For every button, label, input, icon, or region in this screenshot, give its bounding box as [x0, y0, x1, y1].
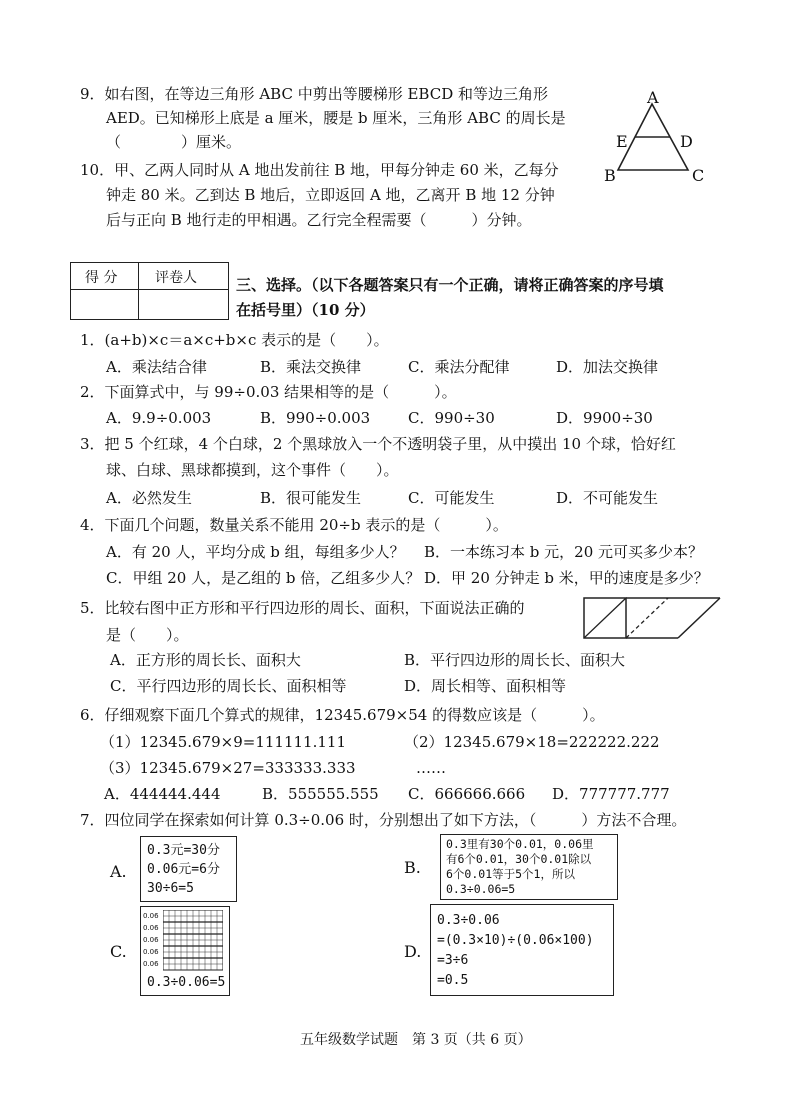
c6-option-b[interactable]: B．555555.555 [262, 785, 379, 803]
c3-option-c[interactable]: C．可能发生 [408, 489, 495, 507]
c7-d-line4: =0.5 [437, 973, 469, 988]
c7-b-line2: 有6个0.01，30个0.01除以 [446, 852, 592, 866]
c7-b-line4: 0.3÷0.06=5 [446, 882, 516, 896]
label-E: E [616, 132, 628, 151]
score-header-cell [71, 263, 139, 290]
c3-line1: 3．把 5 个红球，4 个白球，2 个黑球放入一个不透明袋子里，从中摸出 10 个球，恰好红 [80, 435, 676, 453]
c7-b-line3: 6个0.01等于5个1，所以 [446, 867, 575, 881]
page-footer: 五年级数学试题 第 3 页（共 6 页） [300, 1032, 532, 1048]
c7-d-line2: =(0.3×10)÷(0.06×100) [437, 933, 594, 948]
grid-svg [163, 910, 223, 972]
c5-line2: 是（ ）。 [106, 626, 189, 644]
c1-stem: 1．(a+b)×c＝a×c+b×c 表示的是（ ）。 [80, 331, 389, 349]
c6-option-a[interactable]: A．444444.444 [104, 785, 221, 803]
label-D: D [680, 132, 693, 151]
c2-option-d[interactable]: D．9900÷30 [556, 409, 653, 427]
c2-option-c[interactable]: C．990÷30 [408, 409, 495, 427]
section3-title-line2: 在括号里）（10 分） [236, 301, 375, 319]
section3-title-line1: 三、选择。（以下各题答案只有一个正确，请将正确答案的序号填 [236, 276, 664, 294]
c6-equation-2: （2）12345.679×18=222222.222 [404, 733, 660, 751]
c7-option-c-label[interactable]: C. [110, 942, 127, 961]
grader-input-cell[interactable] [139, 290, 228, 319]
grid-label-3: 0.06 [143, 936, 159, 944]
c6-stem: 6．仔细观察下面几个算式的规律，12345.679×54 的得数应该是（ ）。 [80, 706, 605, 724]
c6-option-c[interactable]: C．666666.666 [408, 785, 526, 803]
c5-option-d[interactable]: D．周长相等、面积相等 [404, 677, 567, 695]
c6-option-d[interactable]: D．777777.777 [552, 785, 670, 803]
square-parallelogram-figure [578, 594, 728, 642]
label-A: A [647, 88, 659, 107]
q10-line2: 钟走 80 米。乙到达 B 地后，立即返回 A 地，乙离开 B 地 12 分钟 [106, 186, 555, 204]
grader-header-cell [139, 263, 228, 290]
c7-d-line3: =3÷6 [437, 953, 469, 968]
c7-d-line1: 0.3÷0.06 [437, 913, 500, 928]
c7-option-d-box[interactable] [430, 904, 614, 996]
c1-option-b[interactable]: B．乘法交换律 [260, 358, 362, 376]
c2-stem: 2．下面算式中，与 99÷0.03 结果相等的是（ ）。 [80, 383, 457, 401]
c7-option-a-box[interactable] [140, 836, 237, 902]
c5-line1: 5．比较右图中正方形和平行四边形的周长、面积，下面说法正确的 [80, 599, 525, 617]
label-B: B [604, 166, 616, 185]
hundred-grid [143, 910, 225, 974]
c7-stem: 7．四位同学在探索如何计算 0.3÷0.06 时，分别想出了如下方法，（ ）方法不合理。 [80, 811, 687, 829]
q9-line1: 9．如右图，在等边三角形 ABC 中剪出等腰梯形 EBCD 和等边三角形 [80, 85, 548, 103]
grid-row-labels [143, 910, 159, 970]
c6-equation-1: （1）12345.679×9=111111.111 [100, 733, 346, 751]
c7-a-line1: 0.3元=30分 [147, 843, 220, 858]
c3-option-a[interactable]: A．必然发生 [106, 489, 192, 507]
c1-option-c[interactable]: C．乘法分配律 [408, 358, 510, 376]
c7-a-line3: 30÷6=5 [147, 881, 194, 896]
c7-option-b-label[interactable]: B. [404, 858, 421, 877]
c3-option-d[interactable]: D．不可能发生 [556, 489, 659, 507]
c5-option-b[interactable]: B．平行四边形的周长长、面积大 [404, 651, 626, 669]
c7-option-c-box[interactable] [140, 906, 230, 996]
q10-line3: 后与正向 B 地行走的甲相遇。乙行完全程需要（ ）分钟。 [106, 211, 532, 229]
grid-label-4: 0.06 [143, 948, 159, 956]
q9-line3: （ ）厘米。 [106, 133, 242, 151]
label-C: C [692, 166, 705, 185]
c4-option-a[interactable]: A．有 20 人，平均分成 b 组，每组多少人？ [106, 543, 405, 561]
grid-label-1: 0.06 [143, 912, 159, 920]
score-table [70, 262, 229, 320]
c7-option-d-label[interactable]: D. [404, 942, 422, 961]
c4-stem: 4．下面几个问题，数量关系不能用 20÷b 表示的是（ ）。 [80, 516, 508, 534]
c5-option-c[interactable]: C．平行四边形的周长长、面积相等 [110, 677, 347, 695]
c7-a-line2: 0.06元=6分 [147, 862, 220, 877]
c4-option-b[interactable]: B．一本练习本 b 元，20 元可买多少本？ [424, 543, 704, 561]
triangle-figure [596, 84, 716, 188]
c7-option-a-label[interactable]: A. [110, 862, 127, 881]
c3-option-b[interactable]: B．很可能发生 [260, 489, 362, 507]
c2-option-a[interactable]: A．9.9÷0.003 [106, 409, 212, 427]
c7-b-line1: 0.3里有30个0.01，0.06里 [446, 837, 594, 851]
c7-option-b-box[interactable] [440, 834, 618, 900]
score-label: 得 分 [85, 270, 118, 286]
q10-line1: 10．甲、乙两人同时从 A 地出发前往 B 地，甲每分钟走 60 米，乙每分 [80, 161, 559, 179]
grader-label: 评卷人 [155, 270, 197, 286]
c2-option-b[interactable]: B．990÷0.003 [260, 409, 371, 427]
c4-option-d[interactable]: D．甲 20 分钟走 b 米，甲的速度是多少？ [424, 569, 709, 587]
c1-option-a[interactable]: A．乘法结合律 [106, 358, 207, 376]
c6-equation-3: （3）12345.679×27=333333.333 [100, 759, 356, 777]
c4-option-c[interactable]: C．甲组 20 人，是乙组的 b 倍，乙组多少人？ [106, 569, 421, 587]
score-input-cell[interactable] [71, 290, 139, 319]
c7-c-caption: 0.3÷0.06=5 [147, 975, 226, 990]
c5-option-a[interactable]: A．正方形的周长长、面积大 [110, 651, 301, 669]
q9-line2: AED。已知梯形上底是 a 厘米，腰是 b 厘米，三角形 ABC 的周长是 [106, 109, 566, 127]
grid-label-2: 0.06 [143, 924, 159, 932]
c6-ellipsis: …… [416, 759, 446, 777]
square-parallelogram-diagram [578, 594, 728, 642]
c1-option-d[interactable]: D．加法交换律 [556, 358, 659, 376]
grid-label-5: 0.06 [143, 960, 159, 968]
c3-line2: 球、白球、黑球都摸到，这个事件（ ）。 [106, 461, 399, 479]
